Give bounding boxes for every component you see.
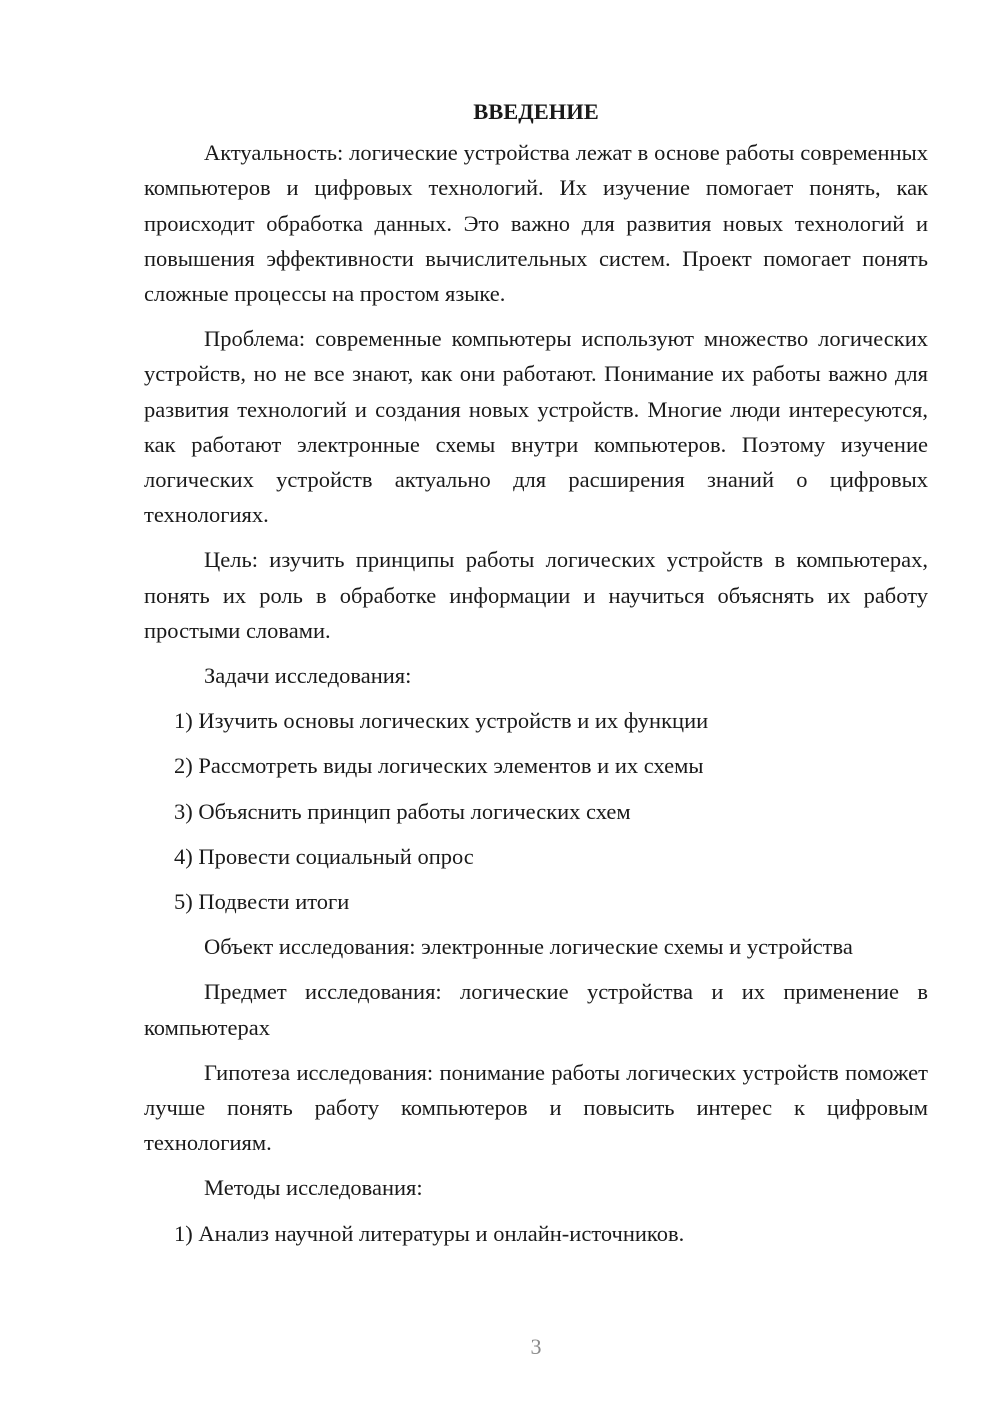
subject-paragraph: Предмет исследования: логические устройства и их применение в компьютерах <box>144 979 928 1040</box>
task-item-3: 3) Объяснить принцип работы логических схем <box>174 798 631 824</box>
page-content <box>144 94 928 1261</box>
task-item-4: 4) Провести социальный опрос <box>174 843 474 869</box>
task-item-2: 2) Рассмотреть виды логических элементов и их схемы <box>174 753 704 779</box>
relevance-paragraph: Актуальность: логические устройства лежат в основе работы современных компьютеров и цифровых технологий. Их изучение помогает понять, как происходит обработка данных. Это важно для развития новых технологий и повышения эффективности вычислительных систем. Проект помогает понять сложные процессы на простом языке. <box>144 140 928 307</box>
methods-heading: Методы исследования: <box>204 1175 423 1201</box>
page-title: ВВЕДЕНИЕ <box>473 99 599 124</box>
page-number: 3 <box>530 1334 542 1359</box>
task-item-1: 1) Изучить основы логических устройств и их функции <box>174 708 709 734</box>
tasks-heading: Задачи исследования: <box>204 663 412 689</box>
object-paragraph: Объект исследования: электронные логические схемы и устройства <box>204 934 853 960</box>
goal-paragraph: Цель: изучить принципы работы логических устройств в компьютерах, понять их роль в обработке информации и научиться объяснять их работу простыми словами. <box>144 547 928 643</box>
task-item-5: 5) Подвести итоги <box>174 889 350 915</box>
hypothesis-paragraph: Гипотеза исследования: понимание работы логических устройств поможет лучше понять работу компьютеров и повысить интерес к цифровым технологиям. <box>144 1059 928 1156</box>
problem-paragraph: Проблема: современные компьютеры используют множество логических устройств, но не все знают, как они работают. Понимание их работы важно для развития технологий и создания новых устройств. Многие люди интересуются, как работают электронные схемы внутри компьютеров. Поэтому изучение логических устройств актуально для расширения знаний о цифровых технологиях. <box>144 326 928 528</box>
method-item-1: 1) Анализ научной литературы и онлайн-источников. <box>174 1220 685 1246</box>
